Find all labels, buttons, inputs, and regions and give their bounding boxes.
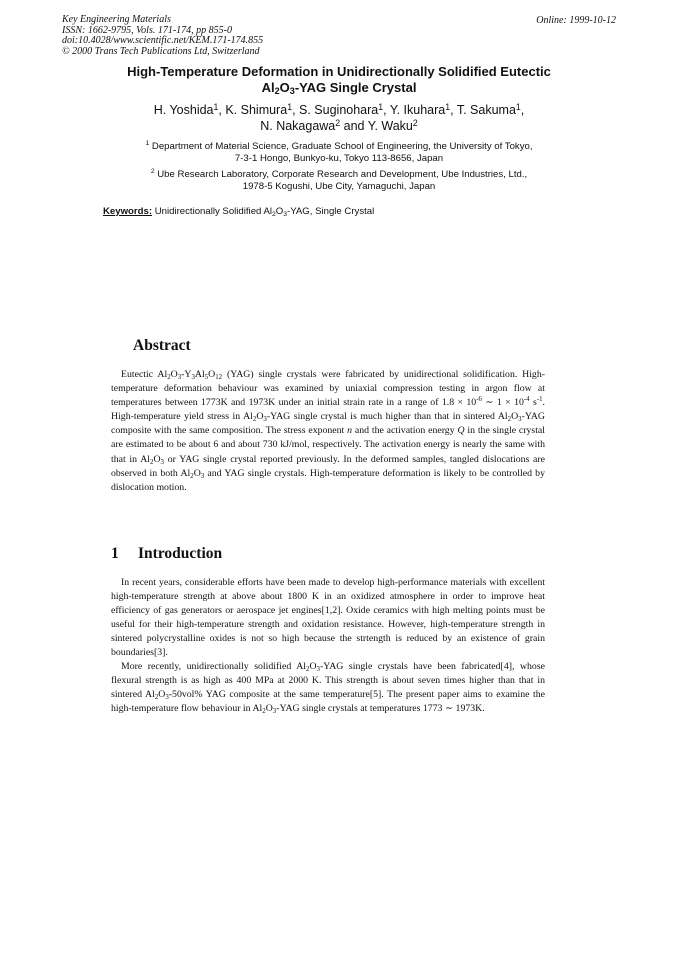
section-title: Introduction — [138, 545, 223, 562]
author-line-1: H. Yoshida$^1$, K. Shimura$^1$, S. Suginohara$^1$, Y. Ikuhara$^1$, T. Sakuma$^1$, — [153, 102, 525, 117]
author-name: H. Yoshida — [153, 103, 214, 117]
paper-title — [60, 64, 618, 95]
copyright-line: © 2000 Trans Tech Publications Ltd, Switzerland — [62, 45, 260, 57]
author-name: T. Sakuma — [456, 103, 516, 117]
section-number: 1 — [111, 545, 119, 562]
online-date: Online: 1999-10-12 — [536, 15, 616, 26]
abstract-heading: Abstract — [133, 337, 191, 354]
doi-line: doi:10.4028/www.scientific.net/KEM.171-174.855 — [62, 35, 264, 47]
author-name: K. Shimura — [225, 103, 288, 117]
journal-name: Key Engineering Materials — [62, 14, 171, 25]
introduction-heading — [111, 545, 222, 563]
author-name: S. Suginohara — [299, 103, 379, 117]
issn-line: ISSN: 1662-9795, Vols. 171-174, pp 855-0 — [62, 24, 232, 36]
keywords-label: Keywords: — [103, 206, 153, 217]
author-list — [60, 103, 618, 134]
introduction-paragraph-1: In recent years, considerable efforts have been made to develop high-performance materials with excellent high-temperature strength at above about 1800 K in an oxidized atmosphere in order to improve heat efficiency of gas generators or aerospace jet engines[1,2]. Oxide ceramics with high melting points must be useful for their high-temperature strength and oxidation resistance. However, high-temperature strength in sintered polycrystalline oxides is not so high because the strtength is reduced by an existence of grain boundaries[3]. — [111, 577, 545, 659]
author-line-2: N. Nakagawa$^2$ and Y. Waku$^2$ — [260, 117, 418, 133]
abstract-body: Eutectic $Al_2O_3-Y_3Al_5O_{12}$ (YAG) single crystals were fabricated by unidirectional solidification. High-temperature deformation behaviour was examined by uniaxial compression testing in argon flow at temperatures between 1773K and 1973K under an initial strain rate in a range of $1.8 \times 10^{-6}$ ∼ $1 \times 10^{-4}$ $s^{-1}$. High-temperature yield stress in $Al_2O_3$-YAG single crystal is much higher than that in sintered $Al_2O_3$-YAG composite with the same composition. The stress exponent n and the activation energy Q in the single crystal are estimated to be about 6 and about 730 kJ/mol, respectively. The activation energy is nearly the same with that in $Al_2O_3$ or YAG single crystal reported previously. In the deformed samples, tangled dislocations are observed in both $Al_2O_3$ and YAG single crystals. High-temperature deformation is likely to be controlled by dislocation motion. — [111, 369, 545, 493]
journal-header — [62, 15, 263, 57]
author-name: Y. Waku — [367, 118, 413, 133]
affiliation-1: $^1$ Department of Material Science, Graduate School of Engineering, the University of Tokyo, 7-3-1 Hongo, Bunkyo-ku, Tokyo 113-8656, Japan — [145, 140, 533, 164]
author-name: Y. Ikuhara — [389, 103, 446, 117]
affiliation-2: $^2$ Ube Research Laboratory, Corporate Research and Development, Ube Industries, Ltd., 1978-5 Kogushi, Ube City, Yamaguchi, Japan — [150, 168, 528, 192]
keywords: Keywords: Unidirectionally Solidified $Al_2O_3$-YAG, Single Crystal — [103, 206, 375, 218]
introduction-paragraph-2: More recently, unidirectionally solidified $Al_2O_3$-YAG single crystals have been fabricated[4], whose flexural strength is as high as 400 MPa at 2000 K. This strength is about seven times higher than that in sintered $Al_2O_3-50vol\%$ YAG composite at the same temperature[5]. The present paper aims to examine the high-temperature flow behaviour in $Al_2O_3$-YAG single crystals at temperatures 1773 ∼ 1973K. — [111, 661, 545, 716]
title-line-1: High-Temperature Deformation in Unidirectionally Solidified Eutectic — [127, 64, 551, 79]
title-line-2: $Al_2O_3$-YAG Single Crystal — [261, 79, 417, 96]
author-name: N. Nakagawa — [260, 118, 336, 133]
